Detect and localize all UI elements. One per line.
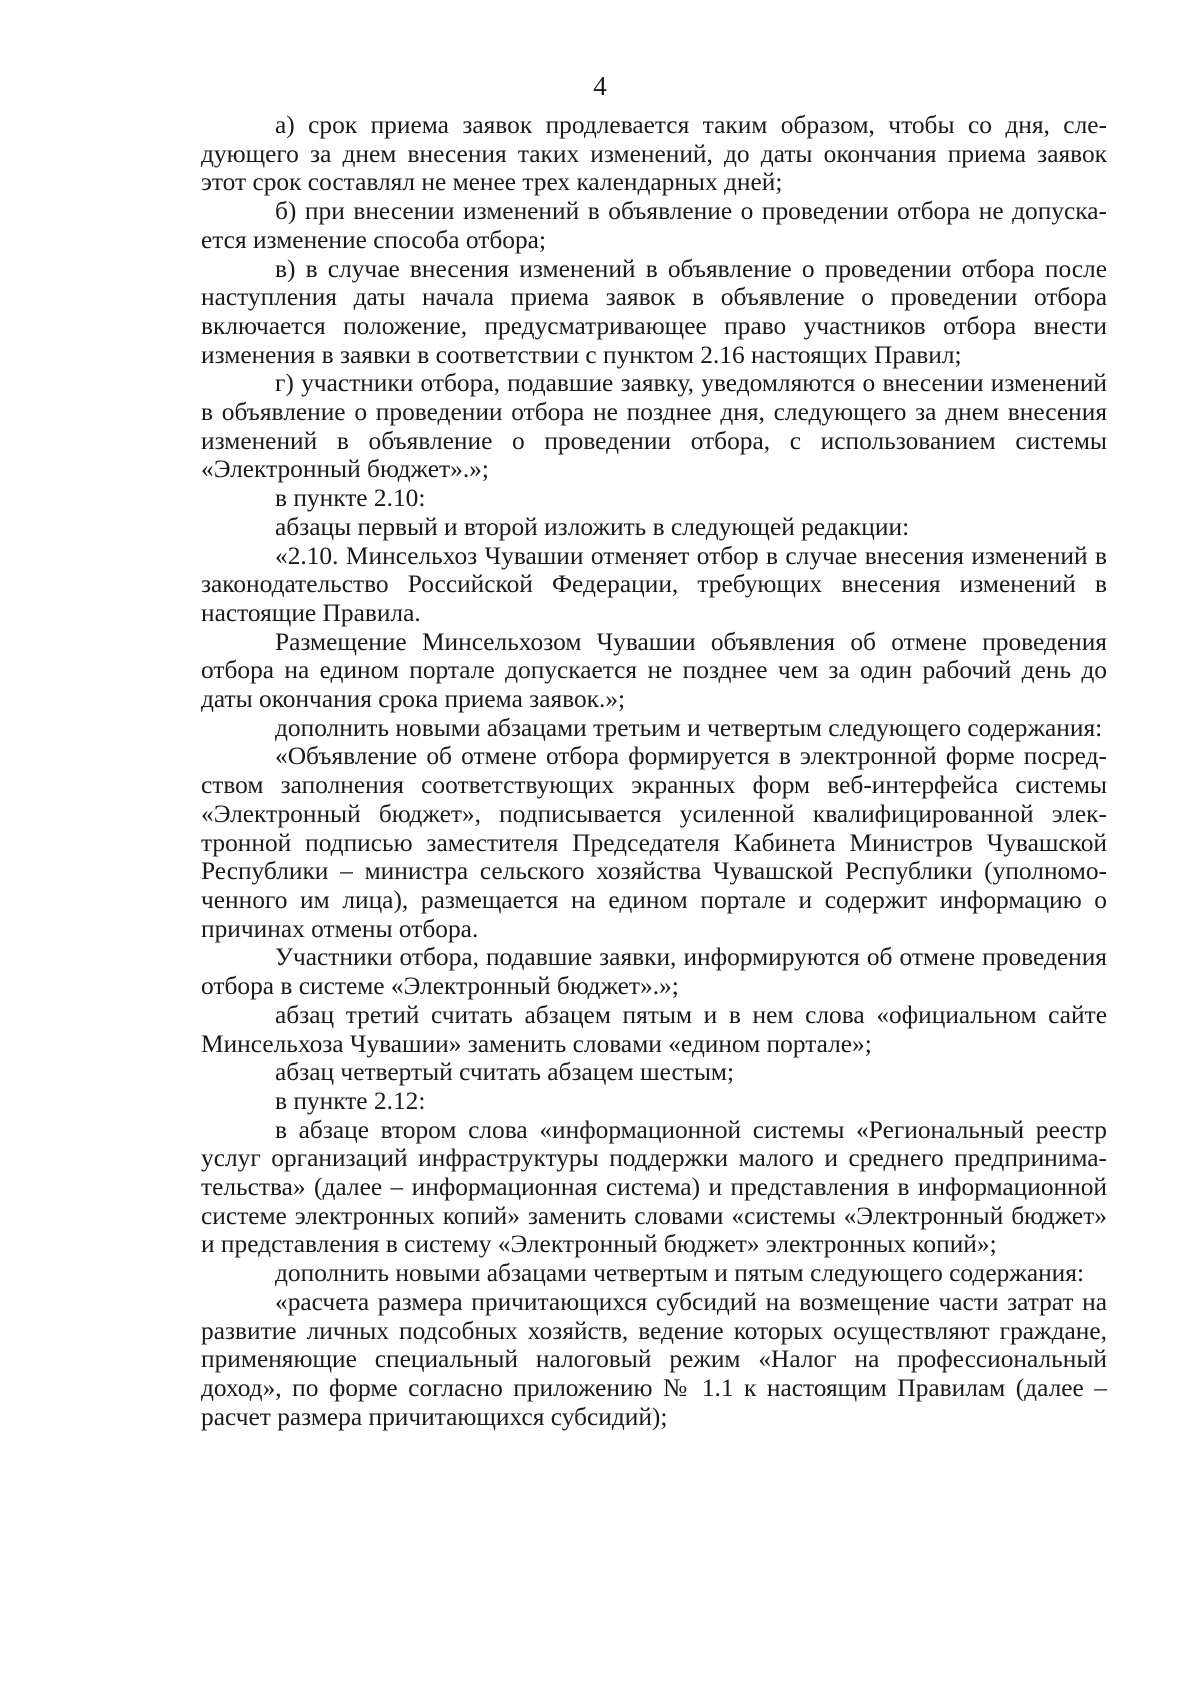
paragraph: г) участники отбора, подавшие заявку, уведомляются о внесении изменений в объявление о проведении отбора не позднее дня, следующего за днем внесения изменений в объявление о проведении отбора, с использованием системы «Электронный бюджет».»; xyxy=(201,369,1107,484)
paragraph: «2.10. Минсельхоз Чувашии отменяет отбор в случае внесения изменений в законодательство Российской Федерации, требующих внесения изменений в настоящие Правила. xyxy=(201,541,1107,627)
paragraph: «Объявление об отмене отбора формируется в электронной форме посредством заполнения соответствующих экранных форм веб-интерфейса системы «Электронный бюджет», подписывается усиленной квалифицированной электронной подписью заместителя Председателя Кабинета Министров Чувашской Республики – министра сельского хозяйства Чувашской Республики (уполномоченного им лица), размещается на едином портале и содержит информацию о причинах отмены отбора. xyxy=(201,742,1107,943)
paragraph: абзацы первый и второй изложить в следующей редакции: xyxy=(275,512,910,541)
paragraph: абзац четвертый считать абзацем шестым; xyxy=(275,1058,735,1087)
paragraph: Участники отбора, подавшие заявки, информируются об отмене проведения отбора в системе «Электронный бюджет».»; xyxy=(201,943,1107,1001)
paragraph: в пункте 2.10: xyxy=(275,484,426,513)
paragraph: Размещение Минсельхозом Чувашии объявления об отмене проведения отбора на едином портале допускается не позднее чем за один рабочий день до даты окончания срока приема заявок.»; xyxy=(201,627,1107,714)
paragraph: а) срок приема заявок продлевается таким образом, чтобы со дня, следующего за днем внесения таких изменений, до даты окончания приема заявок этот срок составлял не менее трех календарных дней; xyxy=(201,111,1107,197)
paragraph: дополнить новыми абзацами третьим и четвертым следующего содержания: xyxy=(275,713,1103,742)
paragraph: в) в случае внесения изменений в объявление о проведении отбора после наступления даты начала приема заявок в объявление о проведении отбора включается положение, предусматривающее право участников отбора внести изменения в заявки в соответствии с пунктом 2.16 настоящих Правил; xyxy=(201,254,1107,369)
paragraph: «расчета размера причитающихся субсидий на возмещение части затрат на развитие личных подсобных хозяйств, ведение которых осуществляют граждане, применяющие специальный налоговый режим «Налог на профессиональный доход», по форме согласно приложению № 1.1 к настоящим Правилам (далее – расчет размера причитающихся субсидий); xyxy=(201,1287,1107,1431)
paragraph: абзац третий считать абзацем пятым и в нем слова «официальном сайте Минсельхоза Чувашии» заменить словами «едином портале»; xyxy=(201,1000,1107,1058)
document-body xyxy=(201,111,1107,1431)
paragraph: в пункте 2.12: xyxy=(275,1086,426,1115)
paragraph: в абзаце втором слова «информационной системы «Региональный реестр услуг организаций инфраструктуры поддержки малого и среднего предпринимательства» (далее – информационная система) и представления в информационной системе электронных копий» заменить словами «системы «Электронный бюджет» и представления в систему «Электронный бюджет» электронных копий»; xyxy=(201,1115,1107,1259)
paragraph: б) при внесении изменений в объявление о проведении отбора не допускается изменение способа отбора; xyxy=(201,197,1107,254)
paragraph: дополнить новыми абзацами четвертым и пятым следующего содержания: xyxy=(275,1259,1085,1288)
page-number: 4 xyxy=(593,71,607,101)
